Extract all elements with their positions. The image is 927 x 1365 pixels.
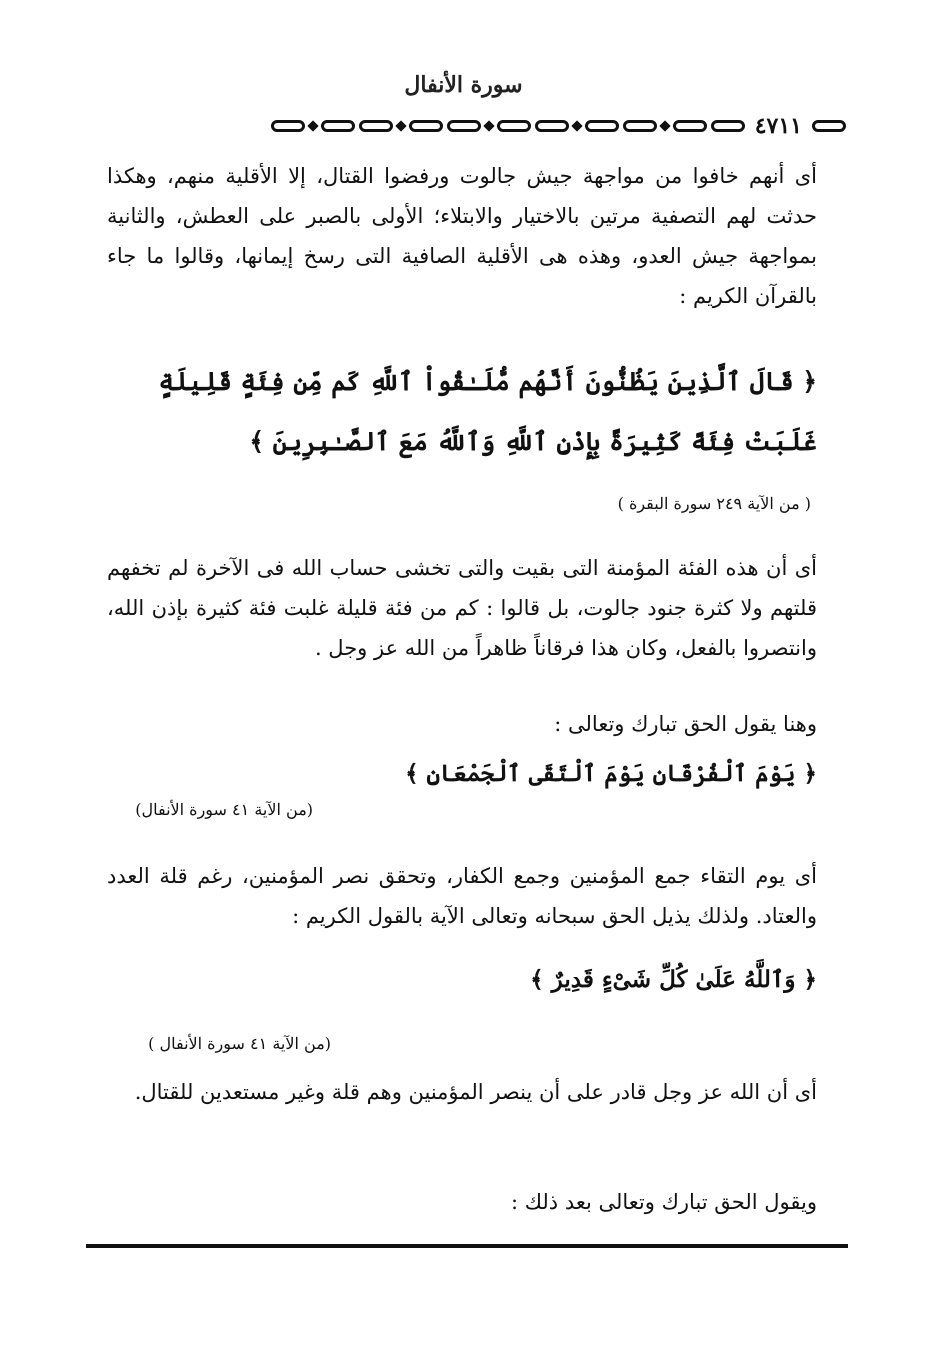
ornament-link — [623, 120, 657, 132]
ornament-diamond — [395, 120, 406, 131]
quran-verse-1: ﴿ قَالَ ٱلَّذِينَ يَظُنُّونَ أَنَّهُم مُّلَـٰقُواْ ٱللَّهِ كَم مِّن فِئَةٍ قَلِيلَةٍ غَلَبَتْ فِئَةً كَثِيرَةً بِإِذْنِ ٱللَّهِ وَٱللَّهُ مَعَ ٱلصَّـٰبِرِينَ ﴾ — [158, 367, 817, 456]
page-number: ٤٧١١ — [754, 113, 802, 139]
ornament-link — [359, 120, 393, 132]
ornament-chain — [86, 116, 745, 136]
ornament-link — [271, 120, 305, 132]
ornament-diamond — [307, 120, 318, 131]
paragraph-5: أى أن الله عز وجل قادر على أن ينصر المؤمنين وهم قلة وغير مستعدين للقتال. — [134, 1080, 817, 1104]
ornament-diamond — [571, 120, 582, 131]
paragraph-6: ويقول الحق تبارك وتعالى بعد ذلك : — [510, 1190, 817, 1214]
ornament-link — [673, 120, 707, 132]
quran-verse-2: ﴿ يَوْمَ ٱلْفُرْقَانِ يَوْمَ ٱلْتَقَى ٱلْجَمْعَانِ ﴾ — [405, 760, 817, 787]
paragraph-4: أى يوم التقاء جمع المؤمنين وجمع الكفار، وتحقق نصر المؤمنين، رغم قلة العدد والعتاد. ولذلك يذيل الحق سبحانه وتعالى الآية بالقول الكريم : — [107, 864, 817, 928]
ornament-diamond — [659, 120, 670, 131]
ornament-link — [812, 120, 846, 132]
paragraph-1: أى أنهم خافوا من مواجهة جيش جالوت ورفضوا القتال، إلا الأقلية منهم، وهكذا حدثت لهم التصفية مرتين بالاختيار والابتلاء؛ الأولى بالصبر على العطش، والثانية بمواجهة جيش العدو، وهذه هى الأقلية الصافية التى رسخ إيمانها، وقالوا ما جاء بالقرآن الكريم : — [107, 164, 817, 308]
ornament-link — [409, 120, 443, 132]
ornament-link — [535, 120, 569, 132]
quran-verse-3: ﴿ وَٱللَّهُ عَلَىٰ كُلِّ شَىْءٍ قَدِيرٌ ﴾ — [530, 966, 817, 993]
paragraph-3: وهنا يقول الحق تبارك وتعالى : — [554, 712, 817, 736]
ornament-diamond — [483, 120, 494, 131]
ornament-link — [447, 120, 481, 132]
ornament-link — [711, 120, 745, 132]
paragraph-2: أى أن هذه الفئة المؤمنة التى بقيت والتى تخشى حساب الله فى الآخرة لم تخفهم قلتهم ولا كثرة جنود جالوت، بل قالوا : كم من فئة قليلة غلبت فئة كثيرة بإذن الله، وانتصروا بالفعل، وكان هذا فرقاناً ظاهراً من الله عز وجل . — [107, 556, 817, 660]
footer-rule — [86, 1244, 848, 1248]
ornament-link — [585, 120, 619, 132]
ornament-link — [497, 120, 531, 132]
ornament-link — [321, 120, 355, 132]
verse-citation-2: (من الآية ٤١ سورة الأنفال) — [135, 800, 313, 819]
header-ornament-rule — [86, 114, 846, 138]
verse-citation-3: (من الآية ٤١ سورة الأنفال ) — [148, 1034, 331, 1053]
verse-citation-1: ( من الآية ٢٤٩ سورة البقرة ) — [617, 494, 811, 513]
surah-header-title: سورة الأنفال — [404, 72, 523, 98]
